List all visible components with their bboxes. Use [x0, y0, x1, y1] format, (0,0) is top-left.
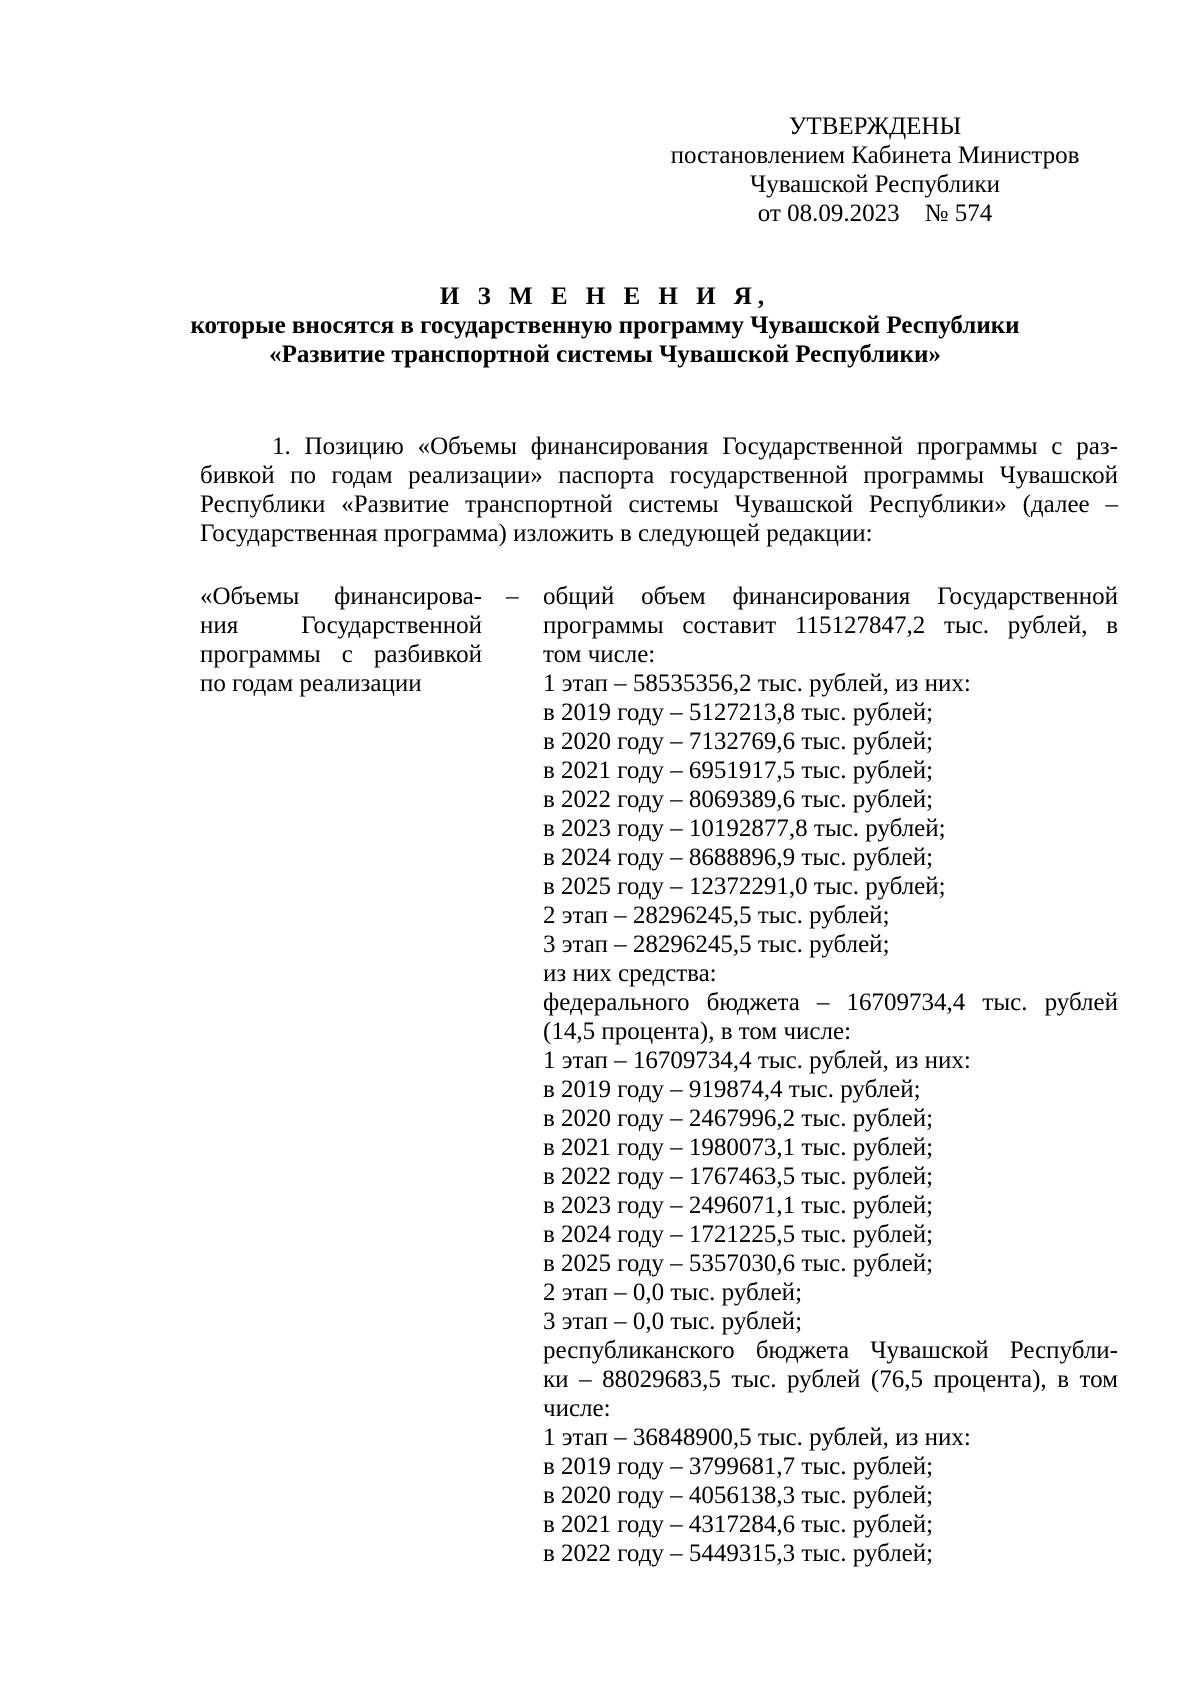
- funding-line: в 2021 году – 4317284,6 тыс. рублей;: [543, 1511, 934, 1538]
- funding-line: в 2025 году – 12372291,0 тыс. рублей;: [543, 873, 946, 900]
- funding-line: из них средства:: [543, 960, 717, 987]
- funding-line: в 2020 году – 4056138,3 тыс. рублей;: [543, 1482, 934, 1509]
- funding-line: (14,5 процента), в том числе:: [543, 1018, 852, 1045]
- approval-title: УТВЕРЖДЕНЫ: [788, 113, 962, 140]
- funding-line: 1 этап – 16709734,4 тыс. рублей, из них:: [543, 1047, 971, 1074]
- approval-republic: Чувашской Республики: [749, 171, 1001, 198]
- program-name: «Развитие транспортной системы Чувашской Республики»: [269, 341, 941, 368]
- approval-stamp: [640, 112, 1110, 228]
- funding-line: в 2024 году – 8688896,9 тыс. рублей;: [543, 844, 934, 871]
- approval-authority: постановлением Кабинета Министров: [670, 142, 1080, 169]
- funding-line: в 2021 году – 1980073,1 тыс. рублей;: [543, 1134, 934, 1161]
- document-heading: [100, 282, 1110, 369]
- funding-line: в 2019 году – 919874,4 тыс. рублей;: [543, 1076, 921, 1103]
- intro-line: Государственная программа) изложить в следующей редакции:: [200, 520, 873, 547]
- funding-line: в 2019 году – 5127213,8 тыс. рублей;: [543, 699, 934, 726]
- funding-line: в 2022 году – 5449315,3 тыс. рублей;: [543, 1540, 934, 1567]
- label-line: «Объемы финансирова-: [200, 583, 482, 610]
- funding-line: числе:: [543, 1395, 611, 1422]
- funding-line: программы составит 115127847,2 тыс. рублей, в: [543, 612, 1118, 639]
- funding-line: федерального бюджета – 16709734,4 тыс. рублей: [543, 989, 1118, 1016]
- approval-date-number: от 08.09.2023 № 574: [757, 200, 993, 227]
- funding-line: в 2019 году – 3799681,7 тыс. рублей;: [543, 1453, 934, 1480]
- label-line: по годам реализации: [200, 670, 422, 697]
- funding-line: 3 этап – 28296245,5 тыс. рублей;: [543, 931, 890, 958]
- passport-dash: –: [506, 583, 519, 610]
- funding-line: в 2023 году – 10192877,8 тыс. рублей;: [543, 815, 946, 842]
- funding-line: республиканского бюджета Чувашской Республи-: [543, 1337, 1118, 1364]
- funding-line: в 2022 году – 1767463,5 тыс. рублей;: [543, 1163, 934, 1190]
- funding-line: том числе:: [543, 641, 656, 668]
- funding-line: в 2020 году – 7132769,6 тыс. рублей;: [543, 728, 934, 755]
- funding-line: 1 этап – 36848900,5 тыс. рублей, из них:: [543, 1424, 971, 1451]
- funding-line: в 2024 году – 1721225,5 тыс. рублей;: [543, 1221, 934, 1248]
- funding-line: 3 этап – 0,0 тыс. рублей;: [543, 1308, 803, 1335]
- funding-line: в 2022 году – 8069389,6 тыс. рублей;: [543, 786, 934, 813]
- passport-position-value: [543, 582, 1118, 1568]
- funding-line: 2 этап – 28296245,5 тыс. рублей;: [543, 902, 890, 929]
- intro-line: бивкой по годам реализации» паспорта государственной программы Чувашской: [200, 462, 1118, 489]
- funding-line: общий объем финансирования Государственной: [543, 583, 1118, 610]
- label-line: программы с разбивкой: [200, 641, 482, 668]
- funding-line: в 2025 году – 5357030,6 тыс. рублей;: [543, 1250, 934, 1277]
- funding-line: 2 этап – 0,0 тыс. рублей;: [543, 1279, 803, 1306]
- funding-line: в 2020 году – 2467996,2 тыс. рублей;: [543, 1105, 934, 1132]
- document-title: И З М Е Н Е Н И Я,: [439, 283, 771, 310]
- document-subtitle: которые вносятся в государственную программу Чувашской Республики: [190, 312, 1020, 339]
- label-line: ния Государственной: [200, 612, 482, 639]
- intro-line: 1. Позицию «Объемы финансирования Государственной программы с раз-: [272, 433, 1118, 460]
- funding-line: в 2023 году – 2496071,1 тыс. рублей;: [543, 1192, 934, 1219]
- funding-line: 1 этап – 58535356,2 тыс. рублей, из них:: [543, 670, 971, 697]
- intro-paragraph: [200, 432, 1118, 548]
- intro-line: Республики «Развитие транспортной системы Чувашской Республики» (далее –: [200, 491, 1118, 518]
- funding-line: ки – 88029683,5 тыс. рублей (76,5 процента), в том: [543, 1366, 1118, 1393]
- passport-position-label: [200, 582, 482, 698]
- funding-line: в 2021 году – 6951917,5 тыс. рублей;: [543, 757, 934, 784]
